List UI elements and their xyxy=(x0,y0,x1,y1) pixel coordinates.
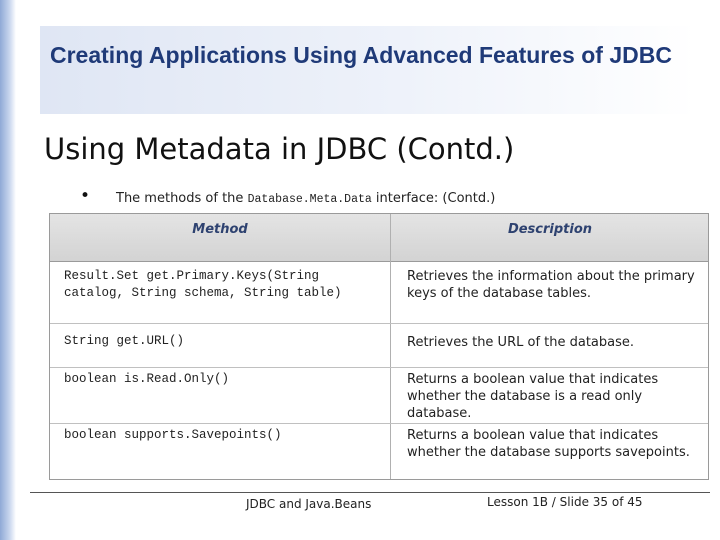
description-cell: Returns a boolean value that indicates whether the database supports savepoints. xyxy=(407,428,690,460)
method-cell: Result.Set get.Primary.Keys(String catalog, String schema, String table) xyxy=(64,269,342,300)
table-header xyxy=(50,214,708,262)
left-decorative-stripe xyxy=(0,0,16,540)
bullet-code: Database.Meta.Data xyxy=(247,193,372,206)
table-row xyxy=(50,368,708,424)
slide-title: Creating Applications Using Advanced Features of JDBC xyxy=(50,42,672,68)
methods-table xyxy=(49,213,709,480)
method-cell: boolean is.Read.Only() xyxy=(64,372,230,386)
bullet-icon: • xyxy=(80,186,91,206)
section-heading: Using Metadata in JDBC (Contd.) xyxy=(44,132,515,166)
description-cell: Returns a boolean value that indicates whether the database is a read only database. xyxy=(407,372,659,421)
description-cell: Retrieves the URL of the database. xyxy=(407,335,635,350)
method-cell: String get.URL() xyxy=(64,334,185,348)
bullet-prefix: The methods of the xyxy=(116,191,248,206)
description-cell: Retrieves the information about the primary keys of the database tables. xyxy=(407,269,695,301)
footer-slide-number: Lesson 1B / Slide 35 of 45 xyxy=(487,495,643,509)
bullet-suffix: interface: (Contd.) xyxy=(371,191,496,206)
table-row xyxy=(50,424,708,479)
header-description: Description xyxy=(507,222,593,237)
footer-divider xyxy=(30,492,710,493)
method-cell: boolean supports.Savepoints() xyxy=(64,428,282,442)
table-row xyxy=(50,262,708,324)
table-row xyxy=(50,324,708,368)
header-method: Method xyxy=(192,222,248,237)
bullet-text xyxy=(116,191,495,206)
footer-course-title: JDBC and Java.Beans xyxy=(246,497,372,511)
